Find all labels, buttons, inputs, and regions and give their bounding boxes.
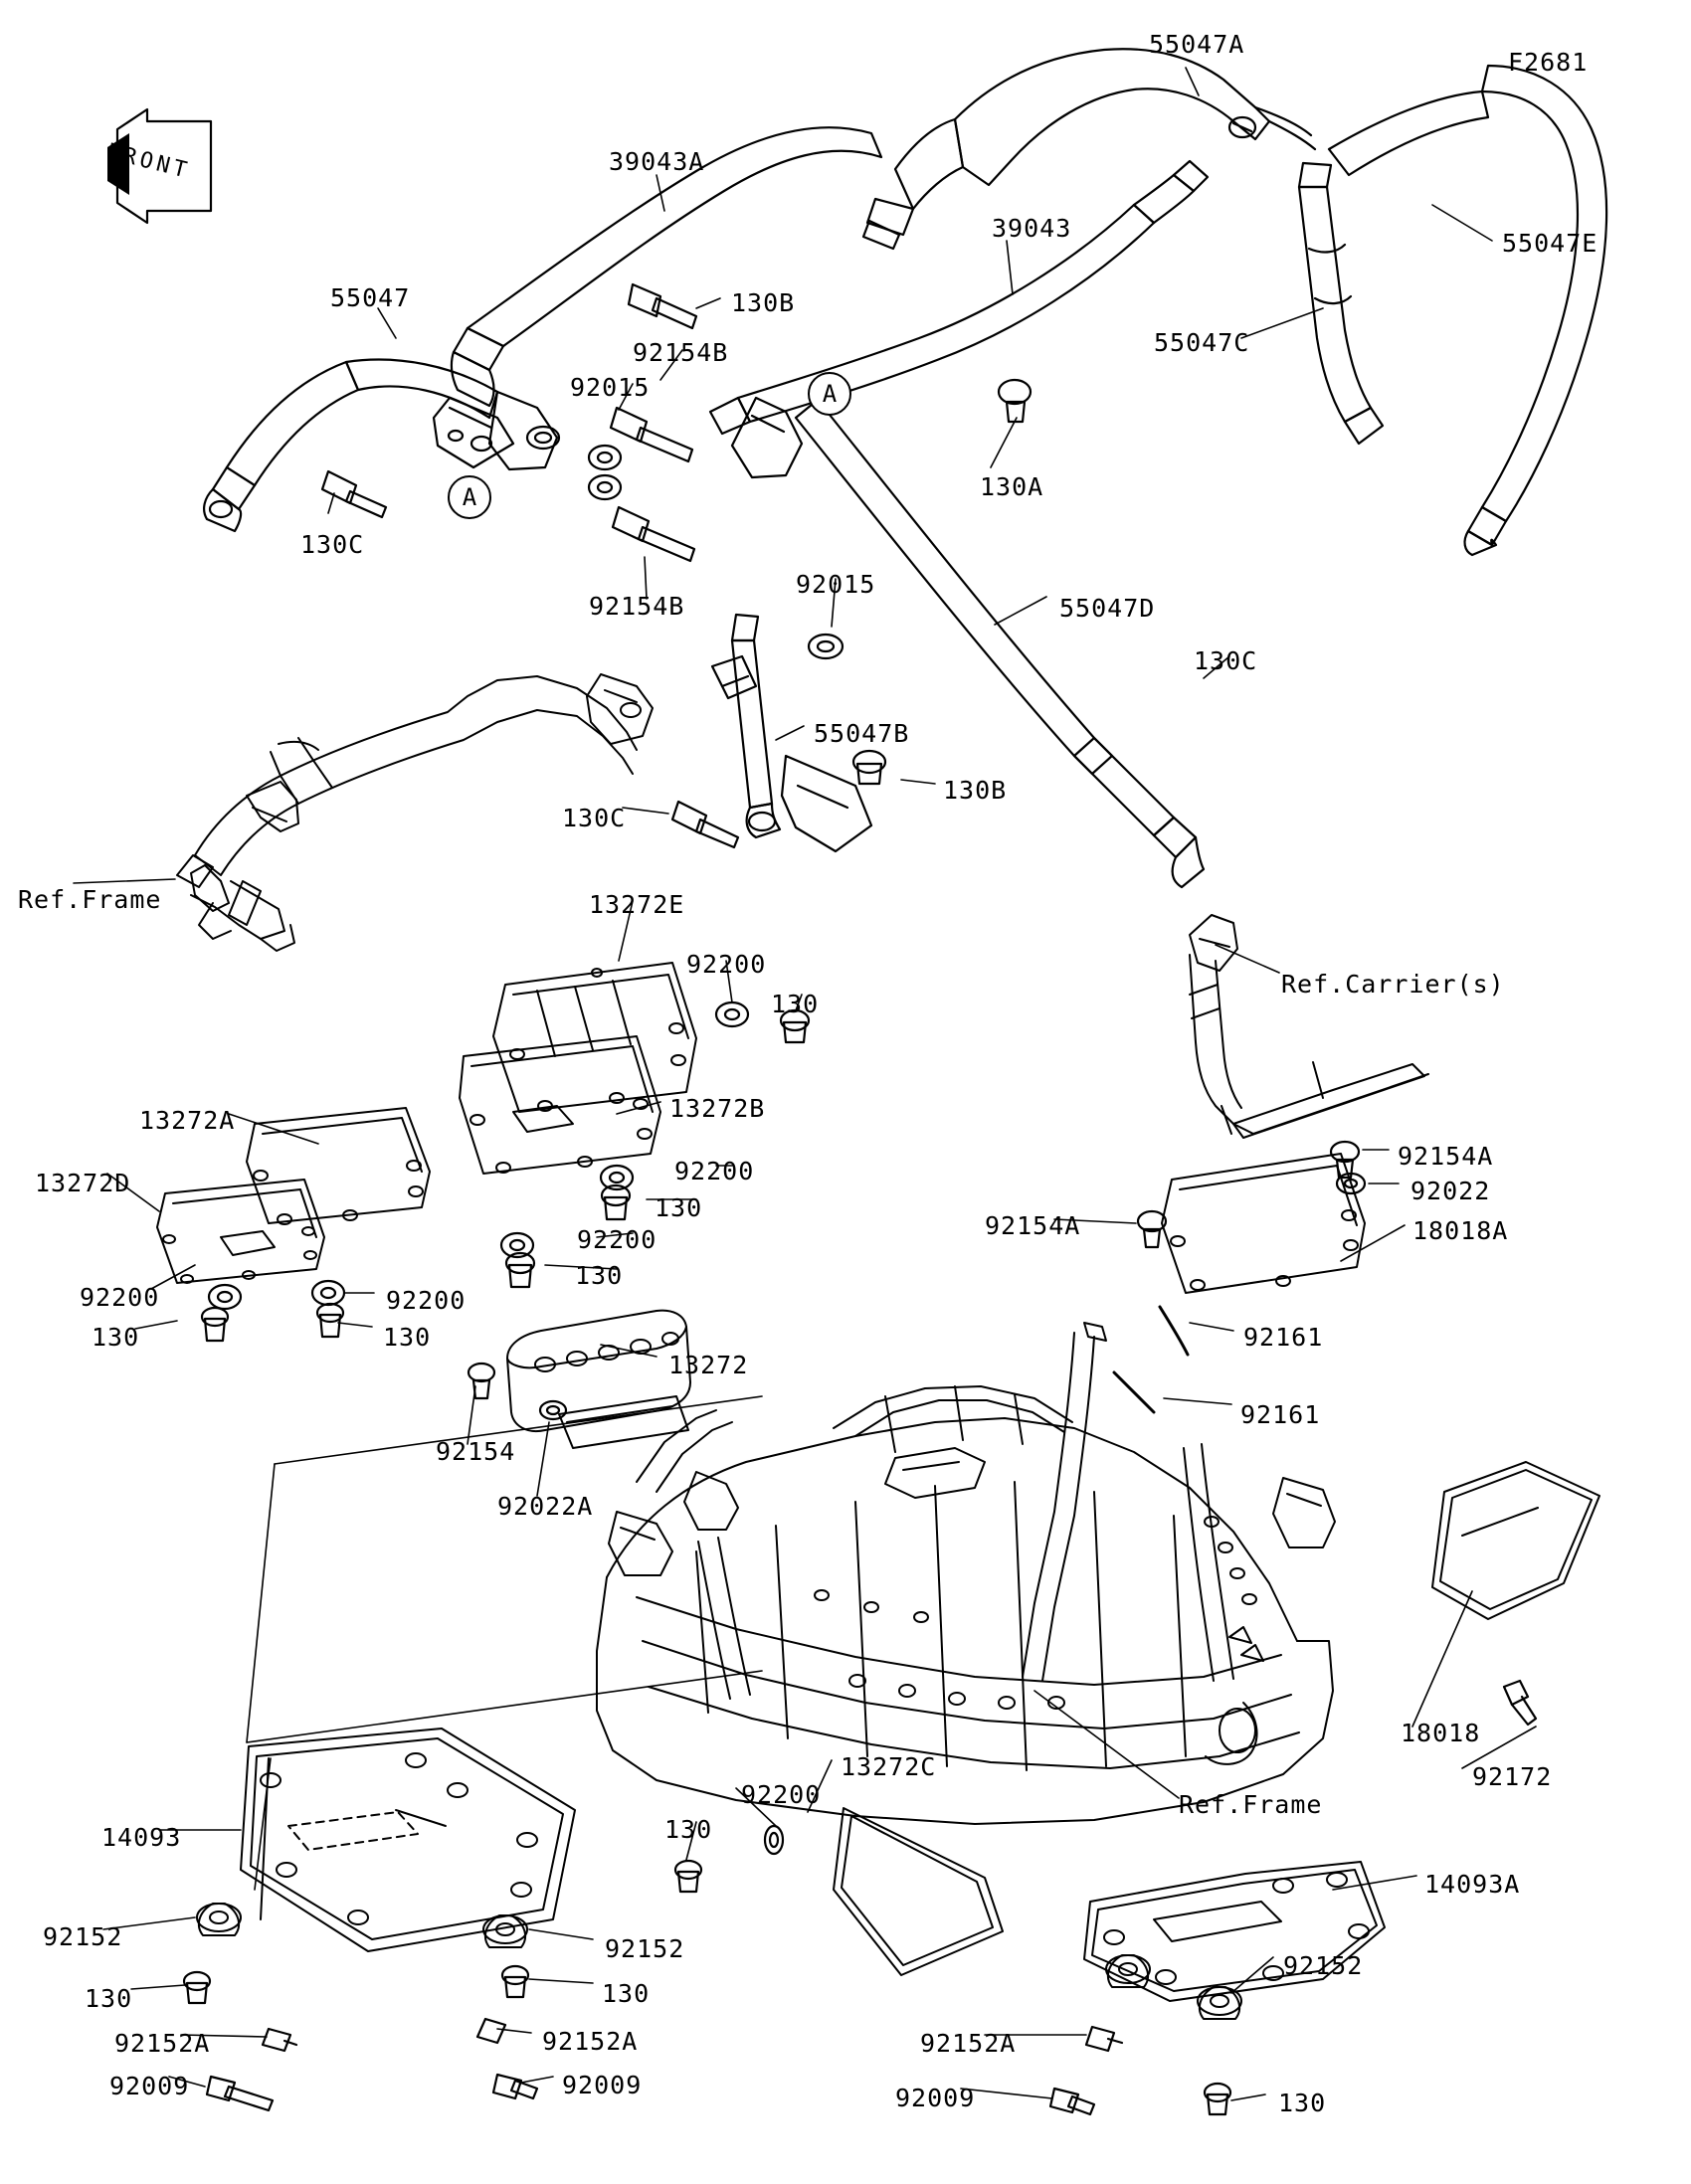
- part-label-55047e: 55047E: [1502, 229, 1598, 258]
- part-label-130-b: 130: [655, 1193, 703, 1222]
- part-label-92200-d: 92200: [80, 1283, 160, 1312]
- part-label-55047: 55047: [330, 283, 411, 312]
- part-label-92154: 92154: [436, 1437, 516, 1466]
- part-label-39043a: 39043A: [609, 147, 705, 176]
- part-label-92022: 92022: [1410, 1177, 1491, 1205]
- ref-label-frame-bottom: Ref.Frame: [1179, 1790, 1323, 1819]
- bolt-130c-left: [322, 471, 386, 517]
- part-label-39043: 39043: [992, 214, 1072, 243]
- ref-label-carriers: Ref.Carrier(s): [1281, 970, 1505, 999]
- part-label-92152-c: 92152: [1283, 1951, 1364, 1980]
- part-label-55047b: 55047B: [814, 719, 910, 748]
- part-label-92022a: 92022A: [497, 1492, 594, 1521]
- part-label-13272e: 13272E: [589, 890, 685, 919]
- part-label-92200-a: 92200: [686, 950, 767, 979]
- section-ref-a-right: A: [808, 372, 851, 416]
- part-label-92009-c: 92009: [895, 2084, 976, 2112]
- part-label-130a: 130A: [980, 472, 1044, 501]
- part-label-92152-a: 92152: [43, 1922, 123, 1951]
- part-label-92200-c: 92200: [577, 1225, 658, 1254]
- part-label-13272b: 13272B: [669, 1094, 766, 1123]
- part-label-92152a-c: 92152A: [920, 2029, 1017, 2058]
- part-label-130c-mid: 130C: [562, 804, 627, 832]
- part-label-92154a-left: 92154A: [985, 1211, 1081, 1240]
- part-label-130-h: 130: [602, 1979, 651, 2008]
- part-label-92152a-b: 92152A: [542, 2027, 639, 2056]
- part-label-130-f: 130: [664, 1815, 713, 1844]
- part-label-130c-left: 130C: [300, 530, 365, 559]
- part-label-130c-right: 130C: [1194, 646, 1258, 675]
- part-label-92154b-lower: 92154B: [589, 592, 685, 621]
- bolt-130b-upper: [629, 284, 696, 328]
- part-label-92161-a: 92161: [1243, 1323, 1324, 1352]
- part-label-92200-b: 92200: [674, 1157, 755, 1185]
- part-label-14093: 14093: [101, 1823, 182, 1852]
- part-label-130-e: 130: [383, 1323, 432, 1352]
- bolt-92154b-upper: [611, 408, 692, 461]
- part-label-130b-lower: 130B: [943, 776, 1008, 805]
- part-label-13272c: 13272C: [841, 1752, 937, 1781]
- ref-label-frame-left: Ref.Frame: [18, 885, 162, 914]
- part-label-130b-upper: 130B: [731, 288, 796, 317]
- part-label-130-a: 130: [771, 990, 820, 1018]
- front-marker-label: FRONT: [103, 138, 193, 185]
- part-label-13272a: 13272A: [139, 1106, 236, 1135]
- part-label-55047c: 55047C: [1154, 328, 1250, 357]
- bolt-130b-lower: [853, 751, 885, 784]
- part-label-92200-f: 92200: [741, 1780, 822, 1809]
- part-label-92172: 92172: [1472, 1762, 1553, 1791]
- part-label-92009-a: 92009: [109, 2072, 190, 2100]
- part-label-92154a-right: 92154A: [1398, 1142, 1494, 1171]
- part-label-130-i: 130: [1278, 2089, 1327, 2117]
- part-label-130-c: 130: [575, 1261, 624, 1290]
- part-label-92200-e: 92200: [386, 1286, 467, 1315]
- diagram-id: F2681: [1508, 48, 1589, 77]
- part-label-14093a: 14093A: [1424, 1870, 1521, 1899]
- bolt-130c-mid: [672, 802, 738, 847]
- part-label-18018: 18018: [1401, 1719, 1481, 1747]
- part-label-92009-b: 92009: [562, 2071, 643, 2099]
- part-label-92015-lower: 92015: [796, 570, 876, 599]
- part-label-13272d: 13272D: [35, 1169, 131, 1197]
- part-label-55047a: 55047A: [1149, 30, 1245, 59]
- bolt-130a: [999, 380, 1031, 422]
- part-label-92154b-upper: 92154B: [633, 338, 729, 367]
- part-label-92152a-a: 92152A: [114, 2029, 211, 2058]
- part-label-55047d: 55047D: [1059, 594, 1156, 623]
- part-label-18018a: 18018A: [1412, 1216, 1509, 1245]
- part-label-13272: 13272: [668, 1351, 749, 1379]
- part-label-92015-upper: 92015: [570, 373, 651, 402]
- part-label-92161-b: 92161: [1240, 1400, 1321, 1429]
- section-ref-a-left: A: [448, 475, 491, 519]
- part-label-92152-b: 92152: [605, 1934, 685, 1963]
- bolt-92154b-lower: [613, 507, 694, 561]
- part-label-130-d: 130: [92, 1323, 140, 1352]
- part-label-130-g: 130: [85, 1984, 133, 2013]
